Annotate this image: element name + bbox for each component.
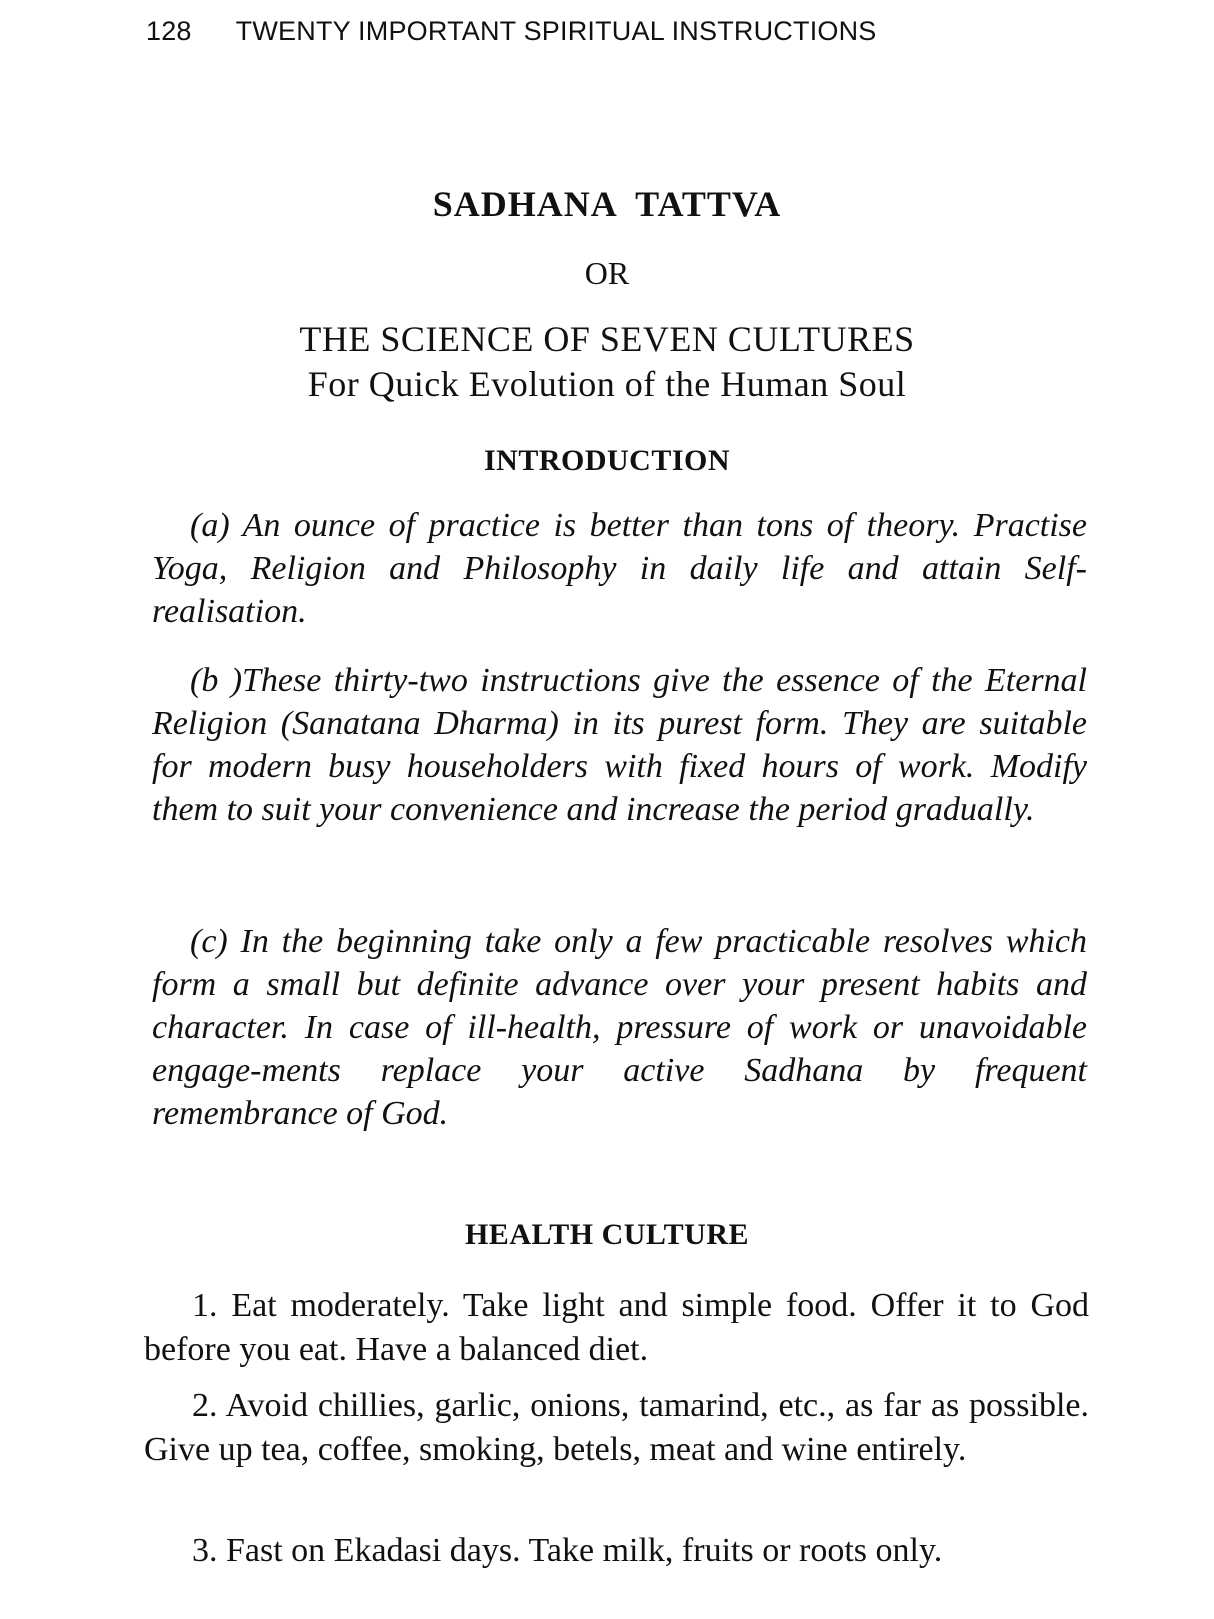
chapter-subtitle: THE SCIENCE OF SEVEN CULTURES	[299, 319, 915, 359]
chapter-tagline: For Quick Evolution of the Human Soul	[307, 364, 907, 404]
running-header	[146, 16, 877, 47]
page-number: 128	[146, 16, 192, 46]
health-item-2: 2. Avoid chillies, garlic, onions, tamarind, etc., as far as possible. Give up tea, coffee, smoking, betels, meat and wine entirely.	[144, 1387, 1089, 1468]
running-title: TWENTY IMPORTANT SPIRITUAL INSTRUCTIONS	[235, 16, 877, 46]
introduction-paragraph-a: (a) An ounce of practice is better than tons of theory. Practise Yoga, Religion and Philosophy in daily life and attain Self-realisation.	[152, 507, 1087, 630]
health-item-3: 3. Fast on Ekadasi days. Take milk, fruits or roots only.	[192, 1532, 943, 1569]
health-item-1: 1. Eat moderately. Take light and simple food. Offer it to God before you eat. Have a balanced diet.	[144, 1287, 1089, 1368]
introduction-heading: INTRODUCTION	[483, 444, 731, 477]
chapter-title: SADHANA TATTVA	[432, 184, 782, 224]
title-or: OR	[584, 255, 630, 291]
introduction-paragraph-c: (c) In the beginning take only a few practicable resolves which form a small but definite advance over your present habits and character. In case of ill-health, pressure of work or unavoidable engage-ments replace your active Sadhana by frequent remembrance of God.	[152, 923, 1087, 1132]
introduction-paragraph-b: (b )These thirty-two instructions give the essence of the Eternal Religion (Sanatana Dharma) in its purest form. They are suitable for modern busy householders with fixed hours of work. Modify them to suit your convenience and increase the period gradually.	[152, 662, 1087, 828]
health-culture-heading: HEALTH CULTURE	[464, 1218, 750, 1251]
